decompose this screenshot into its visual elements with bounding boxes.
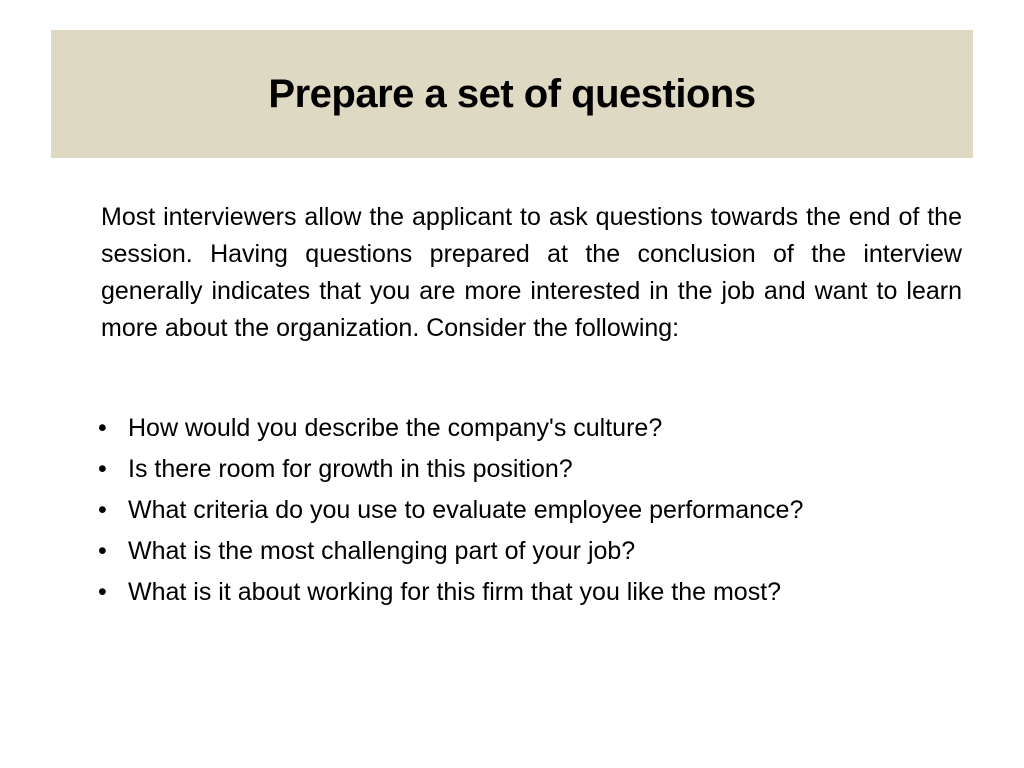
question-text: What is it about working for this firm that you like the most? [128,578,782,606]
list-item [96,408,996,449]
bullet-icon: • [98,537,107,565]
bullet-icon: • [98,414,107,442]
slide-title: Prepare a set of questions [268,71,756,116]
list-item [96,572,996,613]
list-item [96,449,996,490]
question-text: What criteria do you use to evaluate employee performance? [128,496,804,524]
bullet-icon: • [98,496,107,524]
list-item [96,531,996,572]
bullet-icon: • [98,455,107,483]
question-text: Is there room for growth in this position? [128,455,573,483]
intro-paragraph: Most interviewers allow the applicant to ask questions towards the end of the session. Having questions prepared at the conclusion of the interview generally indicates that you are more interested in the job and want to learn more about the organization. Consider the following: [101,203,962,342]
title-band [51,30,973,158]
question-text: What is the most challenging part of your job? [128,537,636,565]
list-item [96,490,996,531]
question-text: How would you describe the company's culture? [128,414,663,442]
bullet-icon: • [98,578,107,606]
question-list [96,408,996,613]
